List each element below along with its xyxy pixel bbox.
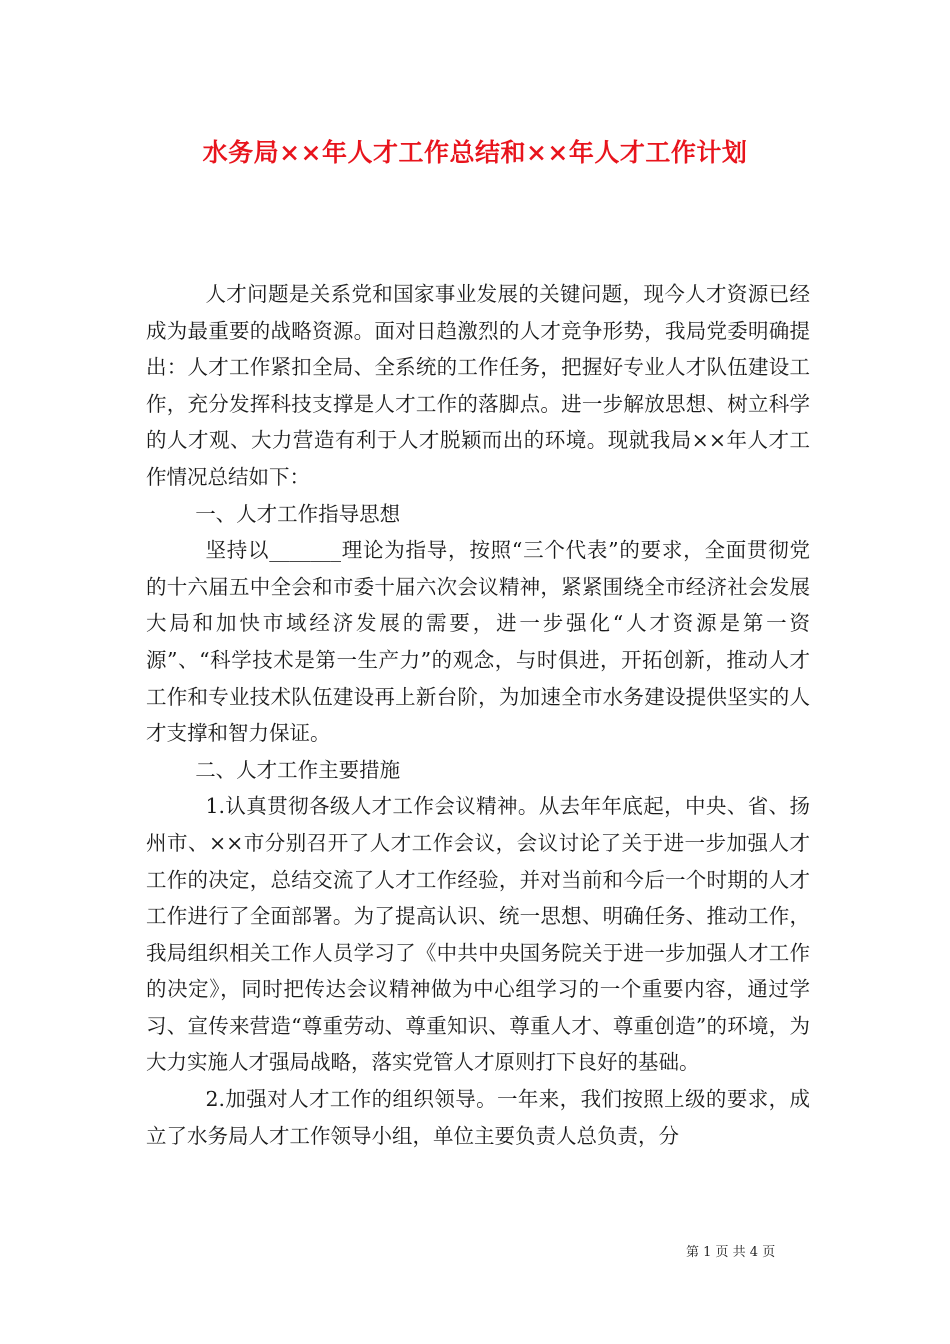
- document-title: 水务局××年人才工作总结和××年人才工作计划: [202, 138, 748, 167]
- measure-paragraph-2: 2.加强对人才工作的组织领导。一年来，我们按照上级的要求，成立了水务局人才工作领导小组，单位主要负责人总负责，分: [146, 1087, 810, 1148]
- section-heading-1: 一、人才工作指导思想: [195, 501, 401, 526]
- measure-paragraph-1: 1.认真贯彻各级人才工作会议精神。从去年年底起，中央、省、扬州市、××市分别召开了人才工作会议，会议讨论了关于进一步加强人才工作的决定，总结交流了人才工作经验，并对当前和今后一个时期的人才工作进行了全面部署。为了提高认识、统一思想、明确任务、推动工作，我局组织相关工作人员学习了《中共中央国务院关于进一步加强人才工作的决定》，同时把传达会议精神做为中心组学习的一个重要内容，通过学习、宣传来营造“尊重劳动、尊重知识、尊重人才、尊重创造”的环境，为大力实施人才强局战略，落实党管人才原则打下良好的基础。: [146, 794, 810, 1075]
- intro-paragraph: 人才问题是关系党和国家事业发展的关键问题，现今人才资源已经成为最重要的战略资源。面对日趋激烈的人才竞争形势，我局党委明确提出：人才工作紧扣全局、全系统的工作任务，把握好专业人才队伍建设工作，充分发挥科技支撑是人才工作的落脚点。进一步解放思想、树立科学的人才观、大力营造有利于人才脱颖而出的环境。现就我局××年人才工作情况总结如下：: [146, 282, 810, 489]
- guiding-thought-paragraph: 坚持以_______理论为指导，按照“三个代表”的要求，全面贯彻党的十六届五中全会和市委十届六次会议精神，紧紧围绕全市经济社会发展大局和加快市域经济发展的需要，进一步强化“人才资源是第一资源”、“科学技术是第一生产力”的观念，与时俱进，开拓创新，推动人才工作和专业技术队伍建设再上新台阶，为加速全市水务建设提供坚实的人才支撑和智力保证。: [146, 538, 810, 746]
- document-body: [146, 276, 810, 1154]
- page-number: 第 1 页 共 4 页: [686, 1245, 776, 1260]
- section-heading-2: 二、人才工作主要措施: [195, 757, 401, 782]
